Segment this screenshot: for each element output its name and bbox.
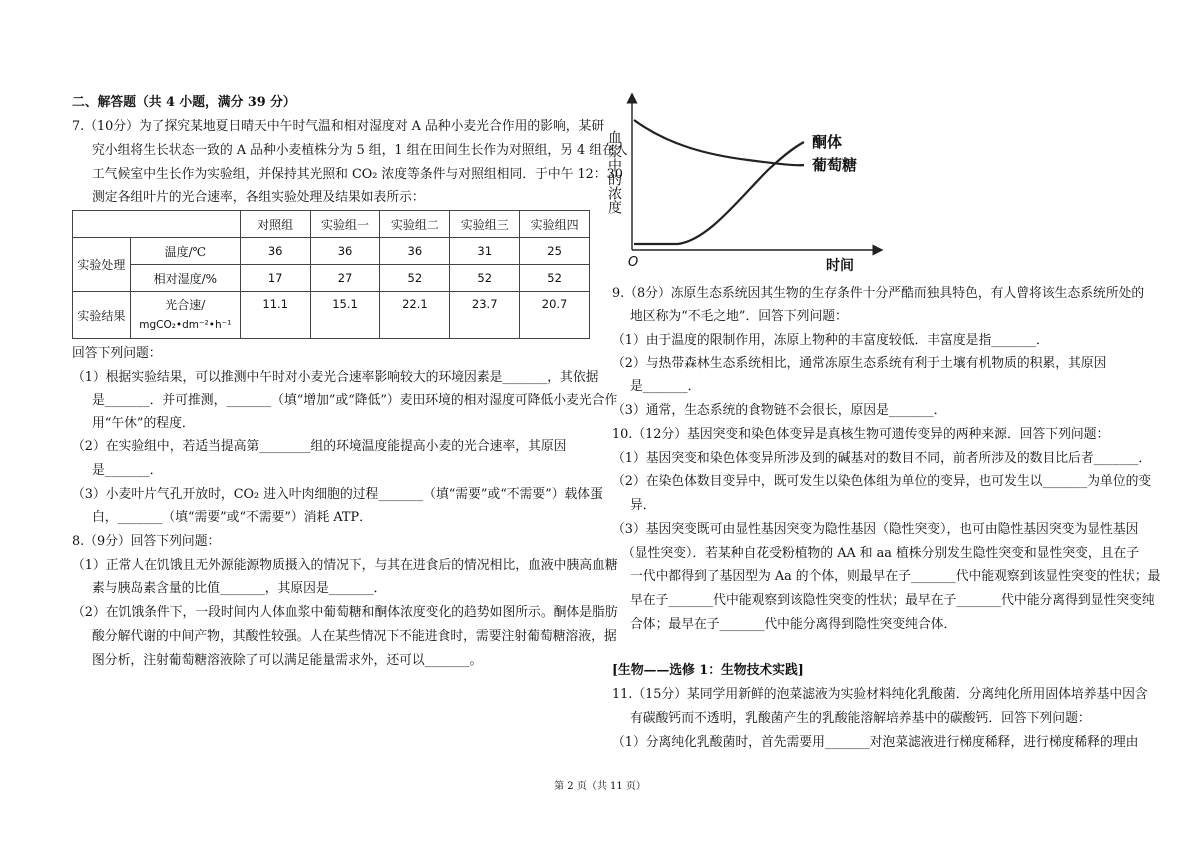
q10-line: 一代中都得到了基因型为 Aa 的个体，则最早在子_______代中能观察到该显性突变的性状；最	[630, 569, 1161, 584]
table-row	[73, 238, 590, 265]
q8-line: （1）正常人在饥饿且无外源能源物质摄入的情况下，与其在进食后的情况相比，血液中胰高血糖	[72, 558, 618, 573]
table-header: 对照组	[240, 211, 310, 238]
q7-part-line: 是_______．并可推测，_______（填“增加”或“降低”）麦田环境的相对湿度可降低小麦光合作	[92, 393, 618, 408]
group-label-treatment: 实验处理	[73, 238, 131, 292]
q7-line-4: 测定各组叶片的光合速率，各组实验处理及结果如表所示：	[92, 190, 425, 205]
glucose-curve	[634, 120, 804, 165]
q7-part-line: （3）小麦叶片气孔开放时，CO₂ 进入叶肉细胞的过程_______（填“需要”或“不需要”）载体蛋	[72, 487, 603, 502]
table-row	[73, 265, 590, 292]
table-cell: 31	[450, 238, 520, 265]
table-header: 实验组三	[450, 211, 520, 238]
q7-part-line: 是_______．	[92, 463, 163, 478]
q10-line: 异．	[630, 498, 656, 513]
q10-line: （显性突变）．若某种自花受粉植物的 AA 和 aa 植株分别发生隐性突变和显性突变，且在子	[622, 546, 1140, 561]
table-cell: 52	[450, 265, 520, 292]
table-cell: 25	[520, 238, 590, 265]
ketone-label: 酮体	[812, 133, 843, 151]
table-cell: 15.1	[310, 292, 380, 339]
q10-line: 10.（12分）基因突变和染色体变异是真核生物可遗传变异的两种来源．回答下列问题：	[612, 427, 1110, 442]
row-label-temperature: 温度/℃	[130, 238, 240, 265]
y-axis-label: 血浆中的浓度	[606, 130, 622, 214]
rate-unit: mgCO₂•dm⁻²•h⁻¹	[139, 319, 232, 331]
q9-line: （3）通常，生态系统的食物链不会很长，原因是_______．	[612, 403, 947, 418]
q11-line: （1）分离纯化乳酸菌时，首先需要用_______对泡菜滤液进行梯度稀释，进行梯度稀释的理由	[612, 735, 1139, 750]
rate-label: 光合速/	[165, 298, 206, 312]
table-header: 实验组一	[310, 211, 380, 238]
page-footer: 第 2 页（共 11 页）	[554, 781, 646, 792]
glucose-label: 葡萄糖	[812, 156, 858, 174]
section-title: 二、解答题（共 4 小题，满分 39 分）	[72, 95, 296, 110]
x-axis-label: 时间	[826, 258, 854, 274]
table-header: 实验组四	[520, 211, 590, 238]
table-cell: 27	[310, 265, 380, 292]
table-row	[73, 292, 590, 339]
elective-title: [生物——选修 1：生物技术实践]	[612, 663, 804, 678]
q9-line: 9.（8分）冻原生态系统因其生物的生存条件十分严酷而独具特色，有人曾将该生态系统所处的	[612, 286, 1145, 301]
table-cell: 23.7	[450, 292, 520, 339]
table-header: 实验组二	[380, 211, 450, 238]
q8-line: 素与胰岛素含量的比值_______，其原因是_______．	[92, 581, 387, 596]
table-cell: 52	[520, 265, 590, 292]
q10-line: （2）在染色体数目变异中，既可发生以染色体组为单位的变异，也可发生以_______为单位的变	[612, 474, 1152, 489]
q10-line: （1）基因突变和染色体变异所涉及到的碱基对的数目不同，前者所涉及的数目比后者_______．	[612, 451, 1152, 466]
q7-line-1: 7.（10分）为了探究某地夏日晴天中午时气温和相对湿度对 A 品种小麦光合作用的影响，某研	[72, 119, 605, 134]
q11-line: 11.（15分）某同学用新鲜的泡菜滤液为实验材料纯化乳酸菌．分离纯化所用固体培养基中因含	[612, 687, 1148, 702]
q9-line: 地区称为“不毛之地”．回答下列问题：	[630, 309, 848, 324]
table-cell: 22.1	[380, 292, 450, 339]
group-label-result: 实验结果	[73, 292, 131, 339]
q7-part-line: （1）根据实验结果，可以推测中午时对小麦光合速率影响较大的环境因素是_______，其依据	[72, 370, 599, 385]
q10-line: （3）基因突变既可由显性基因突变为隐性基因（隐性突变），也可由隐性基因突变为显性基因	[612, 522, 1139, 537]
q8-line: 8.（9分）回答下列问题：	[72, 534, 221, 549]
table-cell: 11.1	[240, 292, 310, 339]
q7-part-line: 用“午休”的程度．	[92, 416, 195, 431]
q7-part-line: 白，_______（填“需要”或“不需要”）消耗 ATP．	[92, 510, 372, 525]
q9-line: （1）由于温度的限制作用，冻原上物种的丰富度较低．丰富度是指_______．	[612, 333, 1049, 348]
table-cell: 17	[240, 265, 310, 292]
table-cell: 36	[380, 238, 450, 265]
q7-part-line: （2）在实验组中，若适当提高第________组的环境温度能提高小麦的光合速率，其原因	[72, 439, 567, 454]
table-header-row	[73, 211, 590, 238]
row-label-rate	[130, 292, 240, 339]
table-cell: 52	[380, 265, 450, 292]
ketone-curve	[634, 142, 804, 244]
origin-label: O	[628, 255, 639, 270]
q10-line: 早在子_______代中能观察到该隐性突变的性状；最早在子_______代中能分离得到显性突变纯	[630, 593, 1155, 608]
q7-answer-intro: 回答下列问题：	[72, 346, 162, 361]
q10-line: 合体；最早在子_______代中能分离得到隐性突变纯合体．	[630, 617, 957, 632]
q7-line-3: 工气候室中生长作为实验组，并保持其光照和 CO₂ 浓度等条件与对照组相同．于中午 12：30	[92, 167, 623, 182]
q8-line: （2）在饥饿条件下，一段时间内人体血浆中葡萄糖和酮体浓度变化的趋势如图所示。酮体是脂肪	[72, 605, 618, 620]
table-cell: 20.7	[520, 292, 590, 339]
concentration-graph	[608, 90, 888, 280]
table-cell: 36	[310, 238, 380, 265]
q8-line: 酸分解代谢的中间产物，其酸性较强。人在某些情况下不能进食时，需要注射葡萄糖溶液，据	[92, 629, 617, 644]
q11-line: 有碳酸钙而不透明，乳酸菌产生的乳酸能溶解培养基中的碳酸钙．回答下列问题：	[630, 711, 1091, 726]
q7-line-2: 究小组将生长状态一致的 A 品种小麦植株分为 5 组，1 组在田间生长作为对照组，另 4 组在人	[92, 143, 628, 158]
experiment-table	[72, 210, 590, 339]
q9-line: （2）与热带森林生态系统相比，通常冻原生态系统有利于土壤有机物质的积累，其原因	[612, 356, 1107, 371]
row-label-humidity: 相对湿度/%	[130, 265, 240, 292]
q9-line: 是_______．	[630, 379, 701, 394]
q8-line: 图分析，注射葡萄糖溶液除了可以满足能量需求外，还可以_______。	[92, 653, 483, 668]
table-cell: 36	[240, 238, 310, 265]
